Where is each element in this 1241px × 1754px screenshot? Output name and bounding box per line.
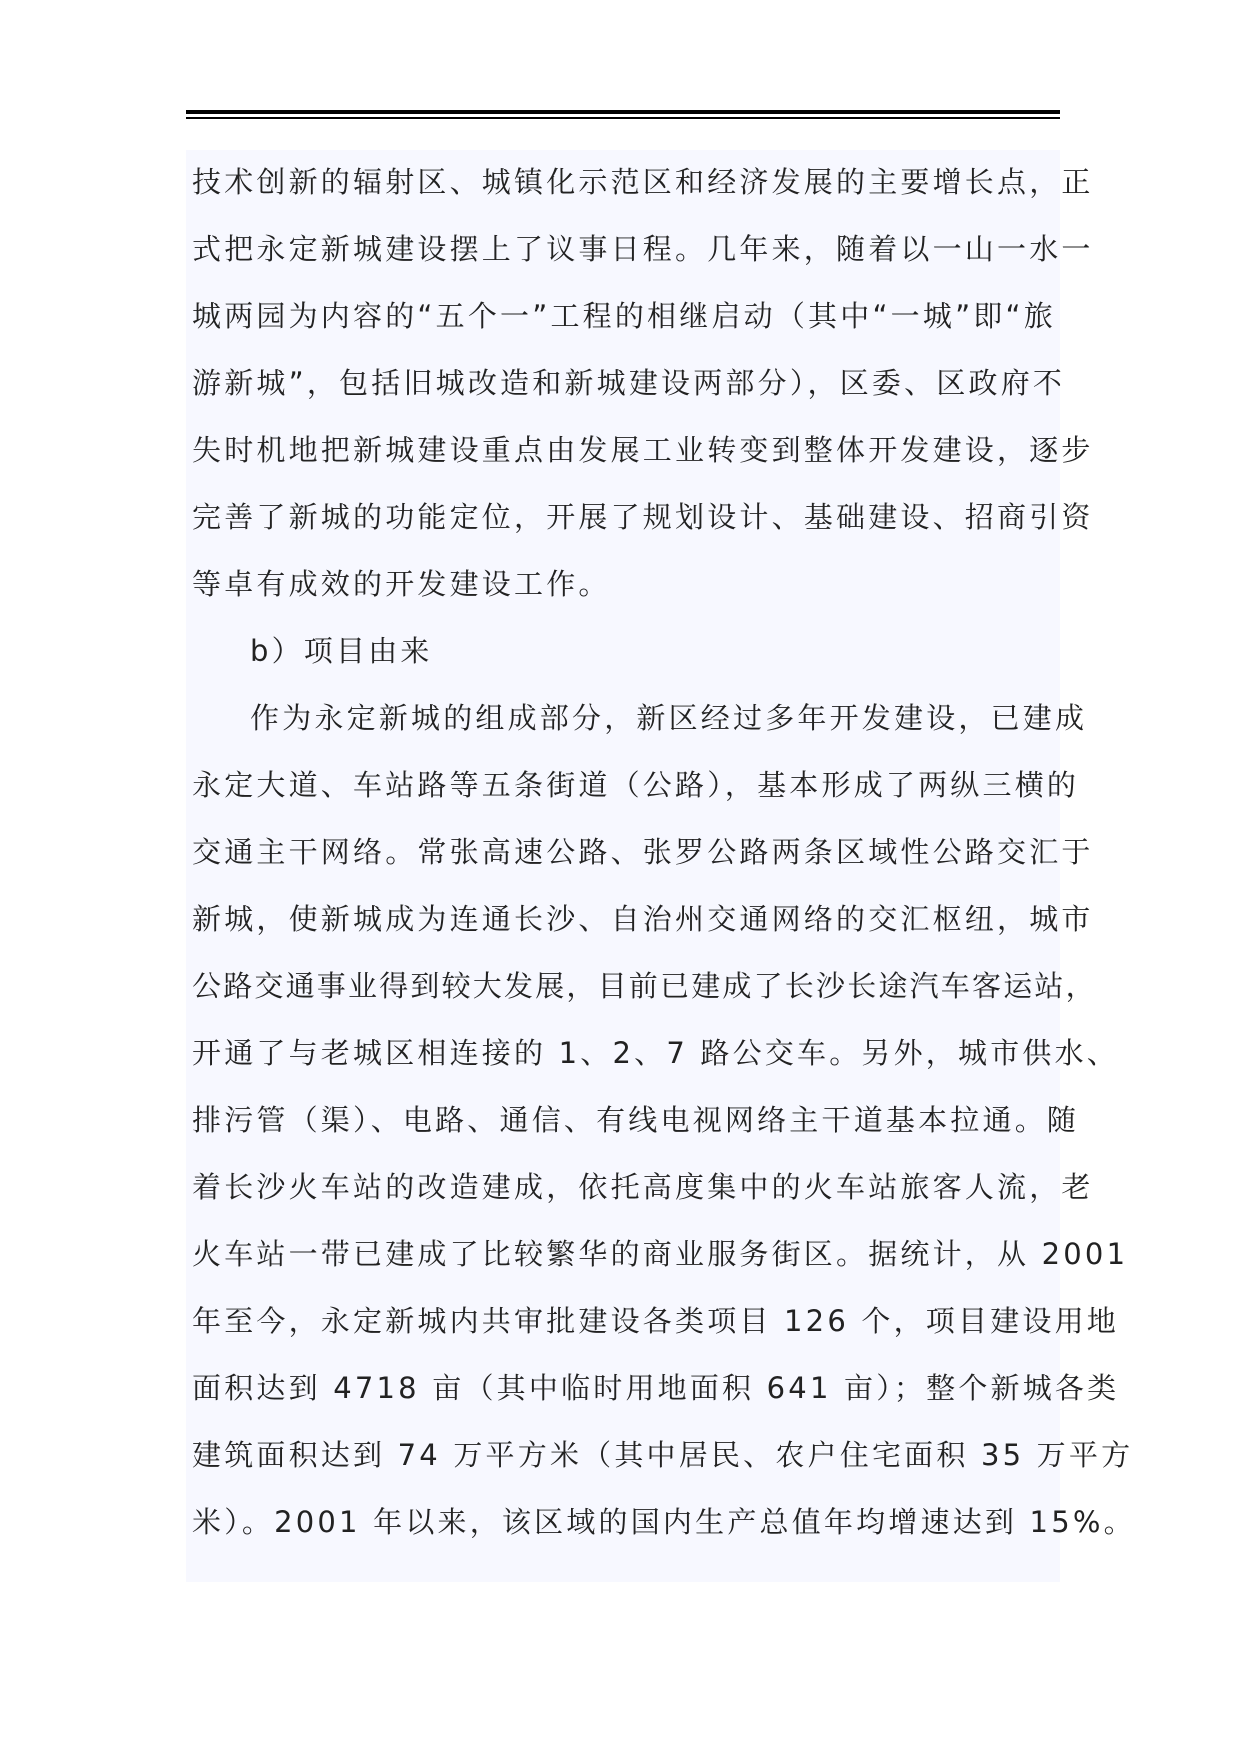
text-line: 完善了新城的功能定位，开展了规划设计、基础建设、招商引资: [192, 500, 1094, 534]
section-heading: b）项目由来: [250, 634, 433, 668]
text-line: 城两园为内容的“五个一”工程的相继启动（其中“一城”即“旅: [192, 299, 1056, 333]
text-line: 交通主干网络。常张高速公路、张罗公路两条区域性公路交汇于: [192, 835, 1094, 869]
text-line: 新城，使新城成为连通长沙、自治州交通网络的交汇枢纽，城市: [192, 902, 1094, 936]
text-line: 技术创新的辐射区、城镇化示范区和经济发展的主要增长点，正: [192, 165, 1094, 199]
text-line: 建筑面积达到 74 万平方米（其中居民、农户住宅面积 35 万平方: [192, 1438, 1134, 1472]
text-line: 失时机地把新城建设重点由发展工业转变到整体开发建设，逐步: [192, 433, 1094, 467]
text-line: 游新城”，包括旧城改造和新城建设两部分），区委、区政府不: [192, 366, 1066, 400]
text-line: 火车站一带已建成了比较繁华的商业服务街区。据统计，从 2001: [192, 1237, 1129, 1271]
text-line: 排污管（渠）、电路、通信、有线电视网络主干道基本拉通。随: [192, 1103, 1080, 1137]
text-line: 米）。2001 年以来，该区域的国内生产总值年均增速达到 15%。: [192, 1505, 1136, 1539]
text-line: 面积达到 4718 亩（其中临时用地面积 641 亩）；整个新城各类: [192, 1371, 1120, 1405]
text-line: 开通了与老城区相连接的 1、2、7 路公交车。另外，城市供水、: [192, 1036, 1119, 1070]
text-line: 公路交通事业得到较大发展，目前已建成了长沙长途汽车客运站，: [192, 969, 1097, 1003]
header-rule-thick: [186, 110, 1060, 114]
text-line: 等卓有成效的开发建设工作。: [192, 567, 611, 601]
text-line: 式把永定新城建设摆上了议事日程。几年来，随着以一山一水一: [192, 232, 1094, 266]
text-line: 着长沙火车站的改造建成，依托高度集中的火车站旅客人流，老: [192, 1170, 1094, 1204]
header-rule-thin: [186, 117, 1060, 119]
text-line: 年至今，永定新城内共审批建设各类项目 126 个，项目建设用地: [192, 1304, 1119, 1338]
text-line: 永定大道、车站路等五条街道（公路），基本形成了两纵三横的: [192, 768, 1080, 802]
text-line: 作为永定新城的组成部分，新区经过多年开发建设，已建成: [250, 701, 1088, 735]
body-text: [186, 150, 1136, 1582]
